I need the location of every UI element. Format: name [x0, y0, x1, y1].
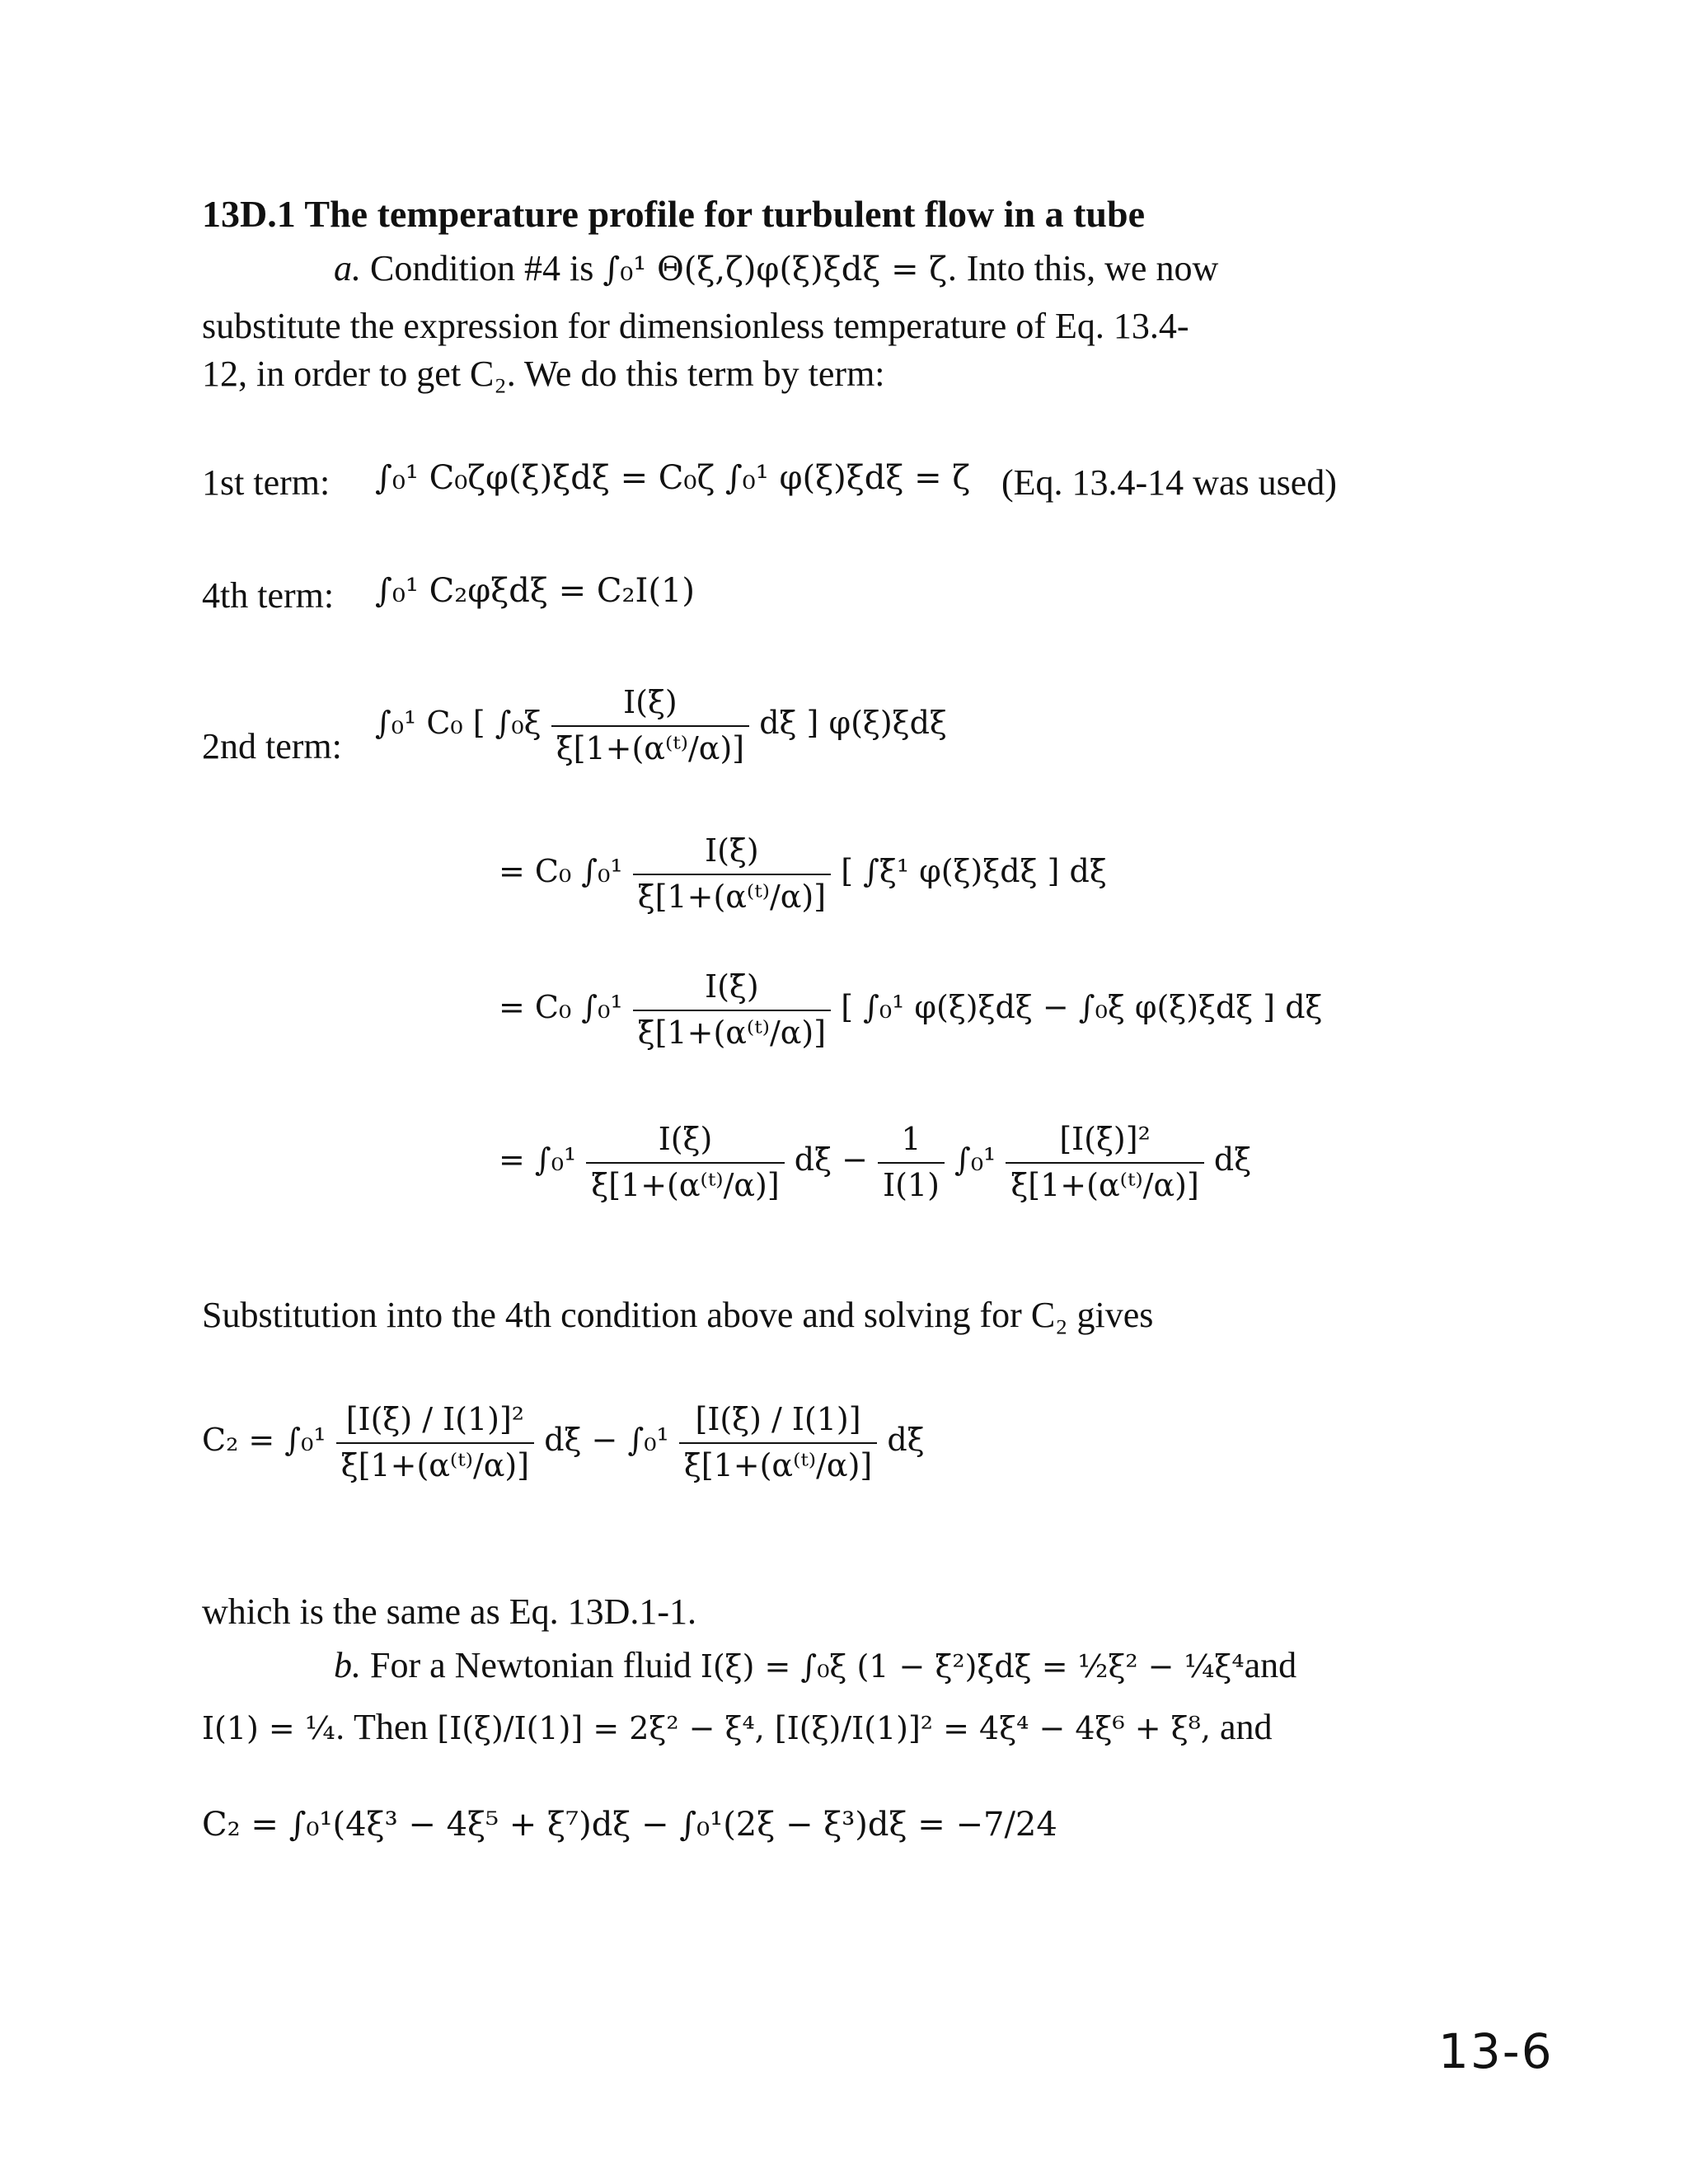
second-term-tail: dξ̄ ] φ(ξ)ξdξ — [759, 705, 947, 742]
newtonian-I-equation: I(ξ) = ∫₀ξ (1 − ξ̄²)ξ̄dξ̄ = ½ξ² − ¼ξ⁴ — [700, 1648, 1245, 1685]
fraction-denominator: ξ̄[1+(α⁽ᵗ⁾/α)] — [637, 1014, 827, 1051]
derivation-line-2 — [499, 832, 1107, 916]
c2-fraction-2 — [679, 1401, 877, 1484]
substitution-sentence: Substitution into the 4th condition above and solving for C₂ gives — [202, 1295, 1154, 1335]
part-b-line2-post: and — [1219, 1707, 1273, 1747]
ratio-expressions: [I(ξ)/I(1)] = 2ξ² − ξ⁴, [I(ξ)/I(1)]² = 4ξ⁴ − 4ξ⁶ + ξ⁸, — [437, 1710, 1211, 1746]
condition-4-equation: ∫₀¹ Θ(ξ,ζ)φ(ξ)ξdξ = ζ. — [603, 251, 958, 288]
coefficient-numerator: 1 — [878, 1121, 945, 1164]
line4-coefficient — [878, 1121, 945, 1204]
line3-suffix: [ ∫₀¹ φ(ξ)ξdξ − ∫₀ξ̄ φ(ξ)ξdξ ] dξ̄ — [841, 989, 1323, 1026]
line3-fraction — [633, 968, 831, 1052]
fraction-numerator: I(ξ̄) — [633, 832, 831, 875]
line4-fraction-1 — [586, 1121, 784, 1204]
fourth-term-label: 4th term: — [202, 575, 335, 616]
coefficient-denominator: I(1) — [883, 1166, 940, 1203]
first-term-equation: ∫₀¹ C₀ζφ(ξ)ξdξ = C₀ζ ∫₀¹ φ(ξ)ξdξ = ζ — [375, 459, 971, 497]
section-heading: 13D.1 The temperature profile for turbulent flow in a tube — [202, 193, 1145, 235]
part-b-line1-post: and — [1244, 1645, 1297, 1685]
line4-fraction-2 — [1006, 1121, 1203, 1204]
second-term-outer-integral: ∫₀¹ C₀ [ ∫₀ξ — [375, 705, 542, 742]
fraction-numerator: [I(ξ̄)]² — [1006, 1121, 1203, 1164]
first-term-note: (Eq. 13.4-14 was used) — [1001, 462, 1337, 503]
part-a-line1-pre: Condition #4 is — [370, 248, 594, 288]
line4-prefix: = ∫₀¹ — [499, 1141, 577, 1179]
c2-tail: dξ̄ — [887, 1422, 925, 1459]
c2-fraction-1 — [336, 1401, 534, 1484]
part-a-line-1 — [334, 247, 1218, 291]
fourth-term-equation: ∫₀¹ C₂φξdξ = C₂I(1) — [375, 572, 695, 610]
line4-suffix: dξ̄ — [1213, 1141, 1252, 1179]
derivation-line-3 — [499, 968, 1322, 1052]
fraction-numerator: I(ξ̄) — [633, 968, 831, 1011]
second-term-fraction — [551, 684, 749, 767]
c2-middle: dξ̄ − ∫₀¹ — [544, 1422, 669, 1459]
fraction-denominator: ξ̄[1+(α⁽ᵗ⁾/α)] — [340, 1446, 530, 1483]
then-word: Then — [353, 1707, 429, 1747]
second-term-equation — [375, 684, 947, 767]
fraction-numerator: I(ξ̄) — [551, 684, 749, 727]
part-b-line-1 — [334, 1644, 1296, 1688]
derivation-line-4 — [499, 1121, 1251, 1204]
line2-fraction — [633, 832, 831, 916]
I1-value: I(1) = ¼. — [202, 1710, 345, 1746]
part-b-line-2 — [202, 1706, 1272, 1750]
c2-equation — [202, 1401, 925, 1484]
part-a-line1-post: Into this, we now — [966, 248, 1219, 288]
fraction-numerator: I(ξ̄) — [586, 1121, 784, 1164]
second-term-label: 2nd term: — [202, 726, 342, 766]
part-a-line-2: substitute the expression for dimensionless temperature of Eq. 13.4- — [202, 306, 1189, 346]
line4-middle: dξ̄ − — [794, 1141, 868, 1179]
first-term-label: 1st term: — [202, 462, 331, 503]
part-a-label: a. — [334, 248, 361, 288]
same-as-sentence: which is the same as Eq. 13D.1-1. — [202, 1591, 696, 1632]
final-c2-equation: C₂ = ∫₀¹(4ξ³ − 4ξ⁵ + ξ⁷)dξ − ∫₀¹(2ξ − ξ³)dξ = −7/24 — [202, 1806, 1057, 1844]
c2-lhs: C₂ = ∫₀¹ — [202, 1422, 326, 1459]
part-a-line-3: 12, in order to get C₂. We do this term by term: — [202, 354, 885, 394]
line2-suffix: [ ∫ξ̄¹ φ(ξ)ξdξ ] dξ̄ — [841, 853, 1107, 890]
fraction-denominator: ξ̄[1+(α⁽ᵗ⁾/α)] — [1010, 1166, 1199, 1203]
fraction-denominator: ξ̄[1+(α⁽ᵗ⁾/α)] — [637, 878, 827, 915]
page-number: 13-6 — [1438, 2023, 1554, 2079]
fraction-denominator: ξ̄[1+(α⁽ᵗ⁾/α)] — [683, 1446, 873, 1483]
line2-prefix: = C₀ ∫₀¹ — [499, 853, 623, 890]
line4-integral: ∫₀¹ — [954, 1141, 996, 1179]
fraction-denominator: ξ̄[1+(α⁽ᵗ⁾/α)] — [556, 729, 745, 766]
line3-prefix: = C₀ ∫₀¹ — [499, 989, 623, 1026]
part-b-line1-pre: For a Newtonian fluid — [370, 1645, 692, 1685]
fraction-numerator: [I(ξ̄) / I(1)] — [679, 1401, 877, 1444]
fraction-numerator: [I(ξ̄) / I(1)]² — [336, 1401, 534, 1444]
part-b-label: b. — [334, 1645, 361, 1685]
fraction-denominator: ξ̄[1+(α⁽ᵗ⁾/α)] — [591, 1166, 780, 1203]
